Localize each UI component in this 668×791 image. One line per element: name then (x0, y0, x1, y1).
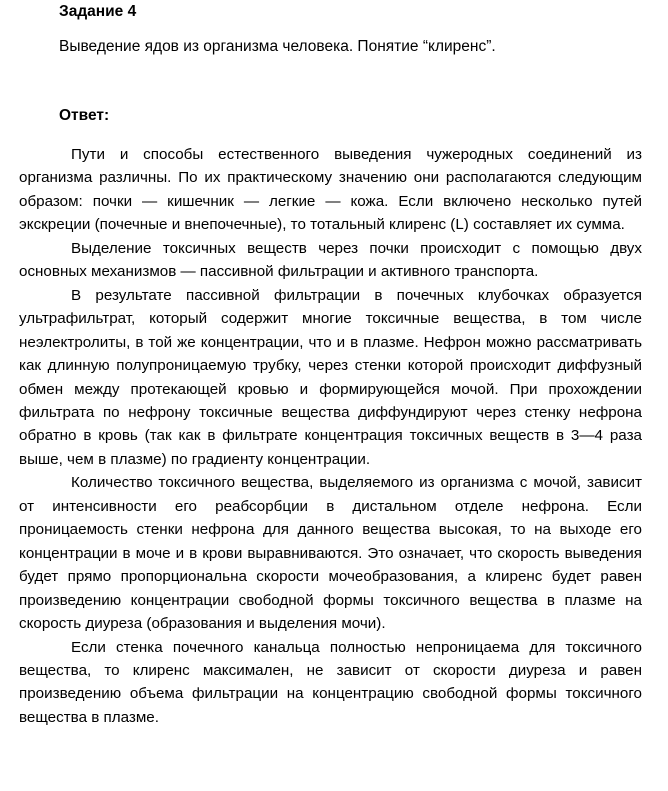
answer-paragraph: Если стенка почечного канальца полностью непроницаема для токсичного вещества, то клиренс максимален, не зависит от скорости диуреза и равен произведению объема фильтрации на концентрацию свободной формы токсичного вещества в плазме. (19, 638, 642, 726)
task-question: Выведение ядов из организма человека. Понятие “клиренс”. (59, 38, 496, 55)
answer-paragraph: Пути и способы естественного выведения чужеродных соединений из организма различны. По их практическому значению они располагаются следующим образом: почки — кишечник — легкие — кожа. Если включено несколько путей экскреции (почечные и внепочечные), то тотальный клиренс (L) составляет их сумма. (19, 146, 642, 234)
answer-body (19, 143, 642, 729)
answer-heading: Ответ: (59, 107, 110, 124)
task-heading: Задание 4 (59, 3, 137, 20)
answer-paragraph: В результате пассивной фильтрации в почечных клубочках образуется ультрафильтрат, который содержит многие токсичные вещества, в том числе неэлектролиты, в той же концентрации, что и в плазме. Нефрон можно рассматривать как длинную полупроницаемую трубку, через стенки которой происходит диффузный обмен между протекающей кровью и формирующейся мочой. При прохождении фильтрата по нефрону токсичные вещества диффундируют через стенку нефрона обратно в кровь (так как в фильтрате концентрация токсичных веществ в 3—4 раза выше, чем в плазме) по градиенту концентрации. (19, 286, 642, 468)
answer-paragraph: Выделение токсичных веществ через почки происходит с помощью двух основных механизмов — пассивной фильтрации и активного транспорта. (19, 239, 642, 281)
answer-paragraph: Количество токсичного вещества, выделяемого из организма с мочой, зависит от интенсивности его реабсорбции в дистальном отделе нефрона. Если проницаемость стенки нефрона для данного вещества высокая, то на выходе его концентрации в моче и в крови выравниваются. Это означает, что скорость выведения будет прямо пропорциональна скорости мочеобразования, а клиренс будет равен произведению концентрации свободной формы токсичного вещества в плазме на скорость диуреза (образования и выделения мочи). (19, 474, 642, 633)
